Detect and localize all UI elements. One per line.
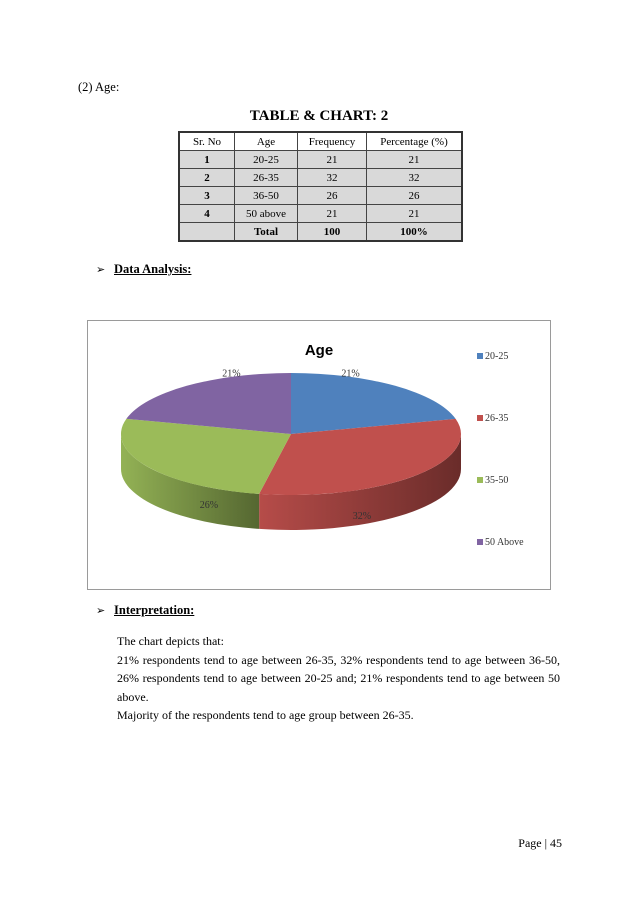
data-label-26-35: 32%	[352, 510, 372, 522]
data-label-35-50: 26%	[199, 500, 219, 512]
page-number: Page | 45	[518, 836, 562, 850]
table-row	[179, 205, 462, 223]
legend-label-20-25: 20-25	[485, 351, 509, 362]
cell-total-blank	[179, 223, 235, 242]
header-percentage: Percentage (%)	[367, 132, 463, 151]
interpretation-text	[117, 632, 560, 725]
section-heading: (2) Age:	[78, 80, 120, 94]
legend-label-35-50: 35-50	[485, 475, 509, 486]
header-sr-no: Sr. No	[179, 132, 235, 151]
age-pie-chart	[87, 320, 551, 590]
table-row	[179, 151, 462, 169]
cell-total-percentage: 100%	[367, 223, 463, 242]
cell-age: 20-25	[235, 151, 298, 169]
cell-frequency: 21	[298, 205, 367, 223]
cell-percentage: 26	[367, 187, 463, 205]
header-frequency: Frequency	[298, 132, 367, 151]
interpretation-heading	[96, 603, 194, 618]
legend-swatch-26-35	[477, 415, 483, 421]
age-frequency-table	[178, 131, 463, 242]
cell-total-label: Total	[235, 223, 298, 242]
arrow-bullet-icon: ➢	[96, 264, 106, 276]
legend-swatch-35-50	[477, 477, 483, 483]
data-analysis-heading	[96, 262, 191, 277]
arrow-bullet-icon: ➢	[96, 605, 106, 617]
interpretation-conclusion: Majority of the respondents tend to age group between 26-35.	[117, 708, 414, 723]
cell-age: 36-50	[235, 187, 298, 205]
legend-swatch-50 Above	[477, 539, 483, 545]
data-label-20-25: 21%	[341, 368, 360, 380]
cell-sr-no: 1	[179, 151, 235, 169]
legend-label-26-35: 26-35	[485, 413, 509, 424]
legend-swatch-20-25	[477, 353, 483, 359]
cell-sr-no: 3	[179, 187, 235, 205]
cell-frequency: 21	[298, 151, 367, 169]
data-analysis-label: Data Analysis:	[114, 262, 192, 276]
cell-percentage: 21	[367, 151, 463, 169]
table-row	[179, 187, 462, 205]
interpretation-intro: The chart depicts that:	[117, 634, 224, 648]
table-row	[179, 169, 462, 187]
cell-frequency: 26	[298, 187, 367, 205]
cell-percentage: 32	[367, 169, 463, 187]
chart-legend	[477, 351, 524, 548]
table-header-row	[179, 132, 462, 151]
interpretation-body: 21% respondents tend to age between 26-35, 32% respondents tend to age between 36-50, 26% respondents tend to age between 20-25 and; 21% respondents tend to age between 50 above.	[117, 652, 560, 704]
chart-title: Age	[304, 342, 334, 359]
cell-total-frequency: 100	[298, 223, 367, 242]
table-total-row	[179, 223, 462, 242]
cell-sr-no: 2	[179, 169, 235, 187]
cell-age: 26-35	[235, 169, 298, 187]
cell-sr-no: 4	[179, 205, 235, 223]
data-label-50 Above: 21%	[222, 368, 241, 380]
header-age: Age	[235, 132, 298, 151]
cell-age: 50 above	[235, 205, 298, 223]
cell-percentage: 21	[367, 205, 463, 223]
table-title: TABLE & CHART: 2	[249, 108, 389, 124]
cell-frequency: 32	[298, 169, 367, 187]
pie-top	[121, 373, 461, 495]
interpretation-label: Interpretation:	[114, 603, 195, 617]
pie-chart-canvas	[88, 321, 552, 591]
legend-label-50 Above: 50 Above	[485, 537, 524, 548]
